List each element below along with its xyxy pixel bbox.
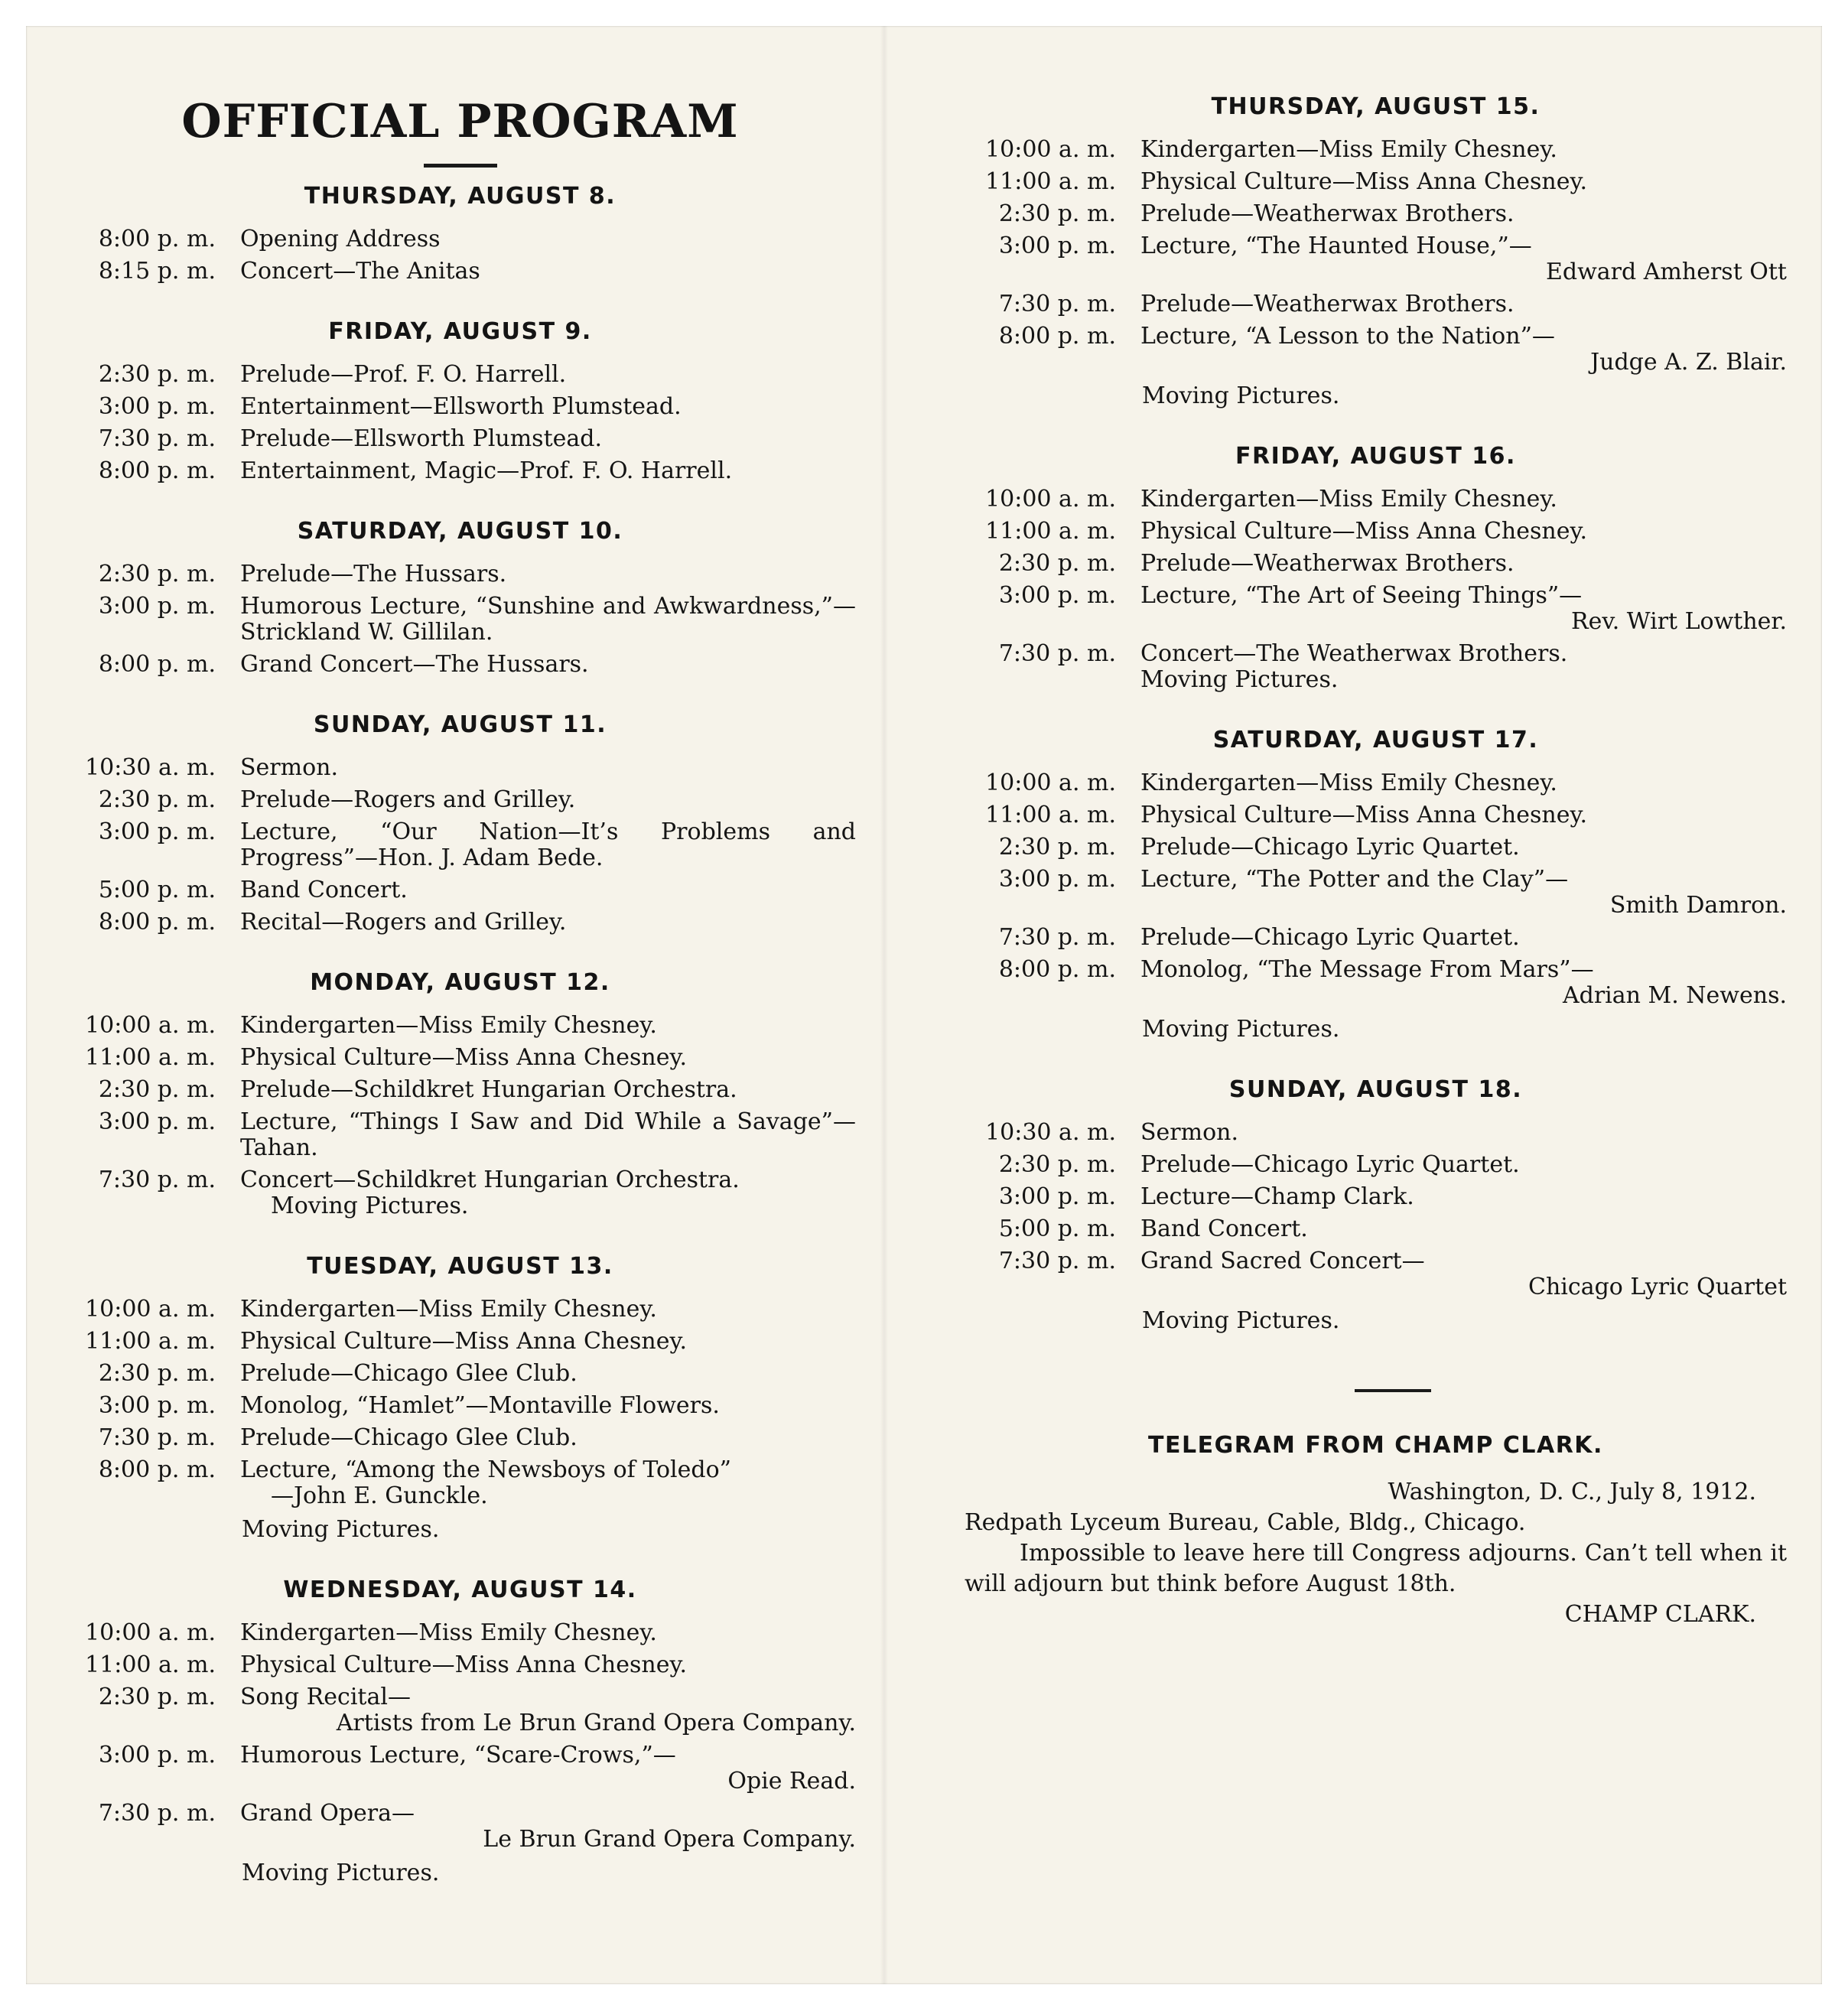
event-title: Concert—Schildkret Hungarian Orchestra. [240,1167,740,1193]
event-description [240,226,856,252]
day-heading: SUNDAY, AUGUST 18. [1228,1076,1523,1103]
event-description [1140,583,1787,635]
day-heading: FRIDAY, AUGUST 9. [328,318,592,345]
event-time: 2:30 p. m. [98,361,216,388]
event-presenter: Edward Amherst Ott [1546,259,1787,285]
event-title: Prelude—Weatherwax Brothers. [1140,200,1515,227]
day-heading: WEDNESDAY, AUGUST 14. [283,1577,637,1603]
event-description [240,362,856,388]
event-row [64,1684,856,1736]
event-title: Humorous Lecture, “Sunshine and Awkwardness,”—Strickland W. Gillilan. [240,593,856,646]
event-time: 8:00 p. m. [98,1456,216,1483]
event-description [1140,551,1787,577]
event-title: Prelude—Chicago Lyric Quartet. [1140,1151,1520,1178]
right-column [965,26,1787,1630]
event-continuation: Moving Pictures. [1140,666,1339,693]
event-time: 3:00 p. m. [98,818,216,845]
event-title: Physical Culture—Miss Anna Chesney. [1140,168,1587,195]
event-description [1140,1184,1787,1210]
event-time: 7:30 p. m. [98,425,216,452]
event-time: 3:00 p. m. [998,582,1116,609]
event-time: 8:00 p. m. [98,457,216,484]
event-title: Opening Address [240,226,441,252]
event-time: 2:30 p. m. [98,561,216,587]
event-row [64,1393,856,1419]
right-schedule [965,93,1787,1334]
event-description [240,1297,856,1323]
event-title: Prelude—Prof. F. O. Harrell. [240,361,567,388]
event-time: 2:30 p. m. [98,1684,216,1710]
event-title: Prelude—Chicago Lyric Quartet. [1140,924,1520,951]
event-row [64,394,856,420]
event-row [965,1184,1787,1210]
event-title: Prelude—Weatherwax Brothers. [1140,291,1515,317]
left-column [64,26,856,1886]
event-title: Entertainment—Ellsworth Plumstead. [240,393,682,420]
event-time: 8:00 p. m. [998,956,1116,983]
event-row [64,426,856,452]
event-row [965,1120,1787,1146]
event-row [64,1045,856,1071]
event-row [64,1297,856,1323]
event-title: Prelude—Schildkret Hungarian Orchestra. [240,1076,737,1103]
event-title: Kindergarten—Miss Emily Chesney. [240,1619,657,1646]
event-row [64,1361,856,1387]
title-rule [424,164,497,168]
event-title: Physical Culture—Miss Anna Chesney. [240,1651,687,1678]
event-row [965,201,1787,227]
event-row [64,755,856,781]
event-time: 10:30 a. m. [85,754,216,781]
event-row [965,770,1787,796]
event-description [1140,802,1787,828]
event-time: 11:00 a. m. [85,1044,216,1071]
event-description [1140,925,1787,951]
event-description [240,1045,856,1071]
event-row [965,137,1787,163]
event-description [240,910,856,936]
day-note: Moving Pictures. [242,1516,440,1543]
event-time: 3:00 p. m. [998,866,1116,893]
event-title: Band Concert. [240,877,408,903]
event-time: 8:00 p. m. [998,323,1116,350]
event-title: Prelude—Weatherwax Brothers. [1140,550,1515,577]
event-description [240,1361,856,1387]
event-row [64,787,856,813]
day-note: Moving Pictures. [1142,382,1340,409]
event-description [240,1684,856,1736]
event-description [1140,1152,1787,1178]
event-row [64,362,856,388]
event-description [240,1457,856,1509]
day-section [64,318,856,484]
event-description [240,1425,856,1451]
event-time: 2:30 p. m. [998,550,1116,577]
event-description [1140,324,1787,376]
event-time: 10:00 a. m. [985,770,1116,796]
event-row [965,519,1787,545]
event-time: 8:00 p. m. [98,651,216,678]
event-title: Lecture—Champ Clark. [1140,1183,1414,1210]
event-row [64,1620,856,1646]
event-time: 5:00 p. m. [98,877,216,903]
event-description [240,1801,856,1853]
event-time: 2:30 p. m. [998,200,1116,227]
event-title: Lecture, “Our Nation—It’s Problems and Progress”—Hon. J. Adam Bede. [240,818,856,871]
event-presenter: Smith Damron. [1609,892,1787,919]
event-row [965,324,1787,376]
event-time: 10:30 a. m. [985,1119,1116,1146]
event-time: 7:30 p. m. [98,1800,216,1827]
day-section [64,1253,856,1543]
event-time: 11:00 a. m. [985,518,1116,545]
event-description [240,1329,856,1355]
day-note: Moving Pictures. [242,1860,440,1886]
event-continuation: Moving Pictures. [271,1193,469,1219]
event-row [64,1652,856,1678]
event-time: 3:00 p. m. [98,393,216,420]
event-presenter: Le Brun Grand Opera Company. [483,1826,856,1853]
event-description [240,394,856,420]
event-row [965,1216,1787,1242]
telegram-title: TELEGRAM FROM CHAMP CLARK. [1148,1432,1603,1459]
event-description [1140,291,1787,317]
event-description [1140,957,1787,1009]
telegram-address: Redpath Lyceum Bureau, Cable, Bldg., Chicago. [965,1509,1526,1536]
event-presenter: Rev. Wirt Lowther. [1570,608,1787,635]
event-description [240,819,856,871]
event-row [64,1801,856,1853]
event-row [64,1329,856,1355]
event-title: Physical Culture—Miss Anna Chesney. [240,1328,687,1355]
event-description [240,1620,856,1646]
day-heading: THURSDAY, AUGUST 15. [1211,93,1541,120]
day-section [64,1577,856,1886]
event-description [1140,1248,1787,1300]
event-row [64,819,856,871]
event-row [965,291,1787,317]
event-time: 11:00 a. m. [985,802,1116,828]
event-presenter: Chicago Lyric Quartet [1528,1274,1787,1300]
event-description [1140,137,1787,163]
event-title: Sermon. [1140,1119,1239,1146]
event-row [64,1457,856,1509]
event-time: 7:30 p. m. [998,640,1116,667]
event-title: Grand Concert—The Hussars. [240,651,589,678]
telegram-dateline: Washington, D. C., July 8, 1912. [1388,1479,1756,1505]
event-time: 2:30 p. m. [998,834,1116,861]
event-row [64,1743,856,1795]
day-heading: SUNDAY, AUGUST 11. [313,711,607,738]
event-time: 2:30 p. m. [98,1360,216,1387]
day-section [64,711,856,936]
event-title: Kindergarten—Miss Emily Chesney. [1140,486,1557,513]
event-time: 7:30 p. m. [998,1248,1116,1274]
event-title: Prelude—Chicago Glee Club. [240,1360,578,1387]
event-time: 7:30 p. m. [98,1424,216,1451]
event-time: 3:00 p. m. [98,1742,216,1769]
event-time: 10:00 a. m. [85,1619,216,1646]
event-description [240,1652,856,1678]
event-time: 10:00 a. m. [85,1296,216,1323]
event-row [965,486,1787,513]
day-section [64,518,856,678]
event-title: Song Recital— [240,1684,411,1710]
event-title: Physical Culture—Miss Anna Chesney. [240,1044,687,1071]
event-time: 11:00 a. m. [985,168,1116,195]
event-row [64,1425,856,1451]
event-time: 7:30 p. m. [998,291,1116,317]
event-row [965,233,1787,285]
event-description [1140,1120,1787,1146]
event-title: Entertainment, Magic—Prof. F. O. Harrell. [240,457,733,484]
event-description [1140,1216,1787,1242]
event-time: 11:00 a. m. [85,1651,216,1678]
event-title: Band Concert. [1140,1215,1308,1242]
event-time: 11:00 a. m. [85,1328,216,1355]
event-row [965,835,1787,861]
event-title: Concert—The Weatherwax Brothers. [1140,640,1568,667]
event-title: Monolog, “Hamlet”—Montaville Flowers. [240,1392,720,1419]
event-presenter: Adrian M. Newens. [1562,982,1787,1009]
event-description [1140,201,1787,227]
event-title: Monolog, “The Message From Mars”— [1140,956,1594,983]
day-heading: SATURDAY, AUGUST 10. [297,518,623,545]
event-title: Sermon. [240,754,339,781]
day-heading: MONDAY, AUGUST 12. [310,969,610,996]
day-heading: FRIDAY, AUGUST 16. [1235,443,1516,470]
event-time: 10:00 a. m. [85,1012,216,1039]
event-presenter: Judge A. Z. Blair. [1590,349,1787,376]
event-title: Kindergarten—Miss Emily Chesney. [240,1296,657,1323]
event-time: 2:30 p. m. [98,1076,216,1103]
event-title: Humorous Lecture, “Scare-Crows,”— [240,1742,676,1769]
event-title: Lecture, “The Potter and the Clay”— [1140,866,1569,893]
page-title: OFFICIAL PROGRAM [181,95,739,148]
event-time: 8:15 p. m. [98,258,216,285]
event-description [240,561,856,587]
event-time: 3:00 p. m. [998,1183,1116,1210]
telegram [965,1432,1787,1630]
event-row [64,259,856,285]
page-fold [880,26,888,1984]
event-title: Lecture, “The Art of Seeing Things”— [1140,582,1583,609]
event-title: Prelude—Chicago Lyric Quartet. [1140,834,1520,861]
day-section [965,1076,1787,1334]
event-time: 8:00 p. m. [98,226,216,252]
event-title: Prelude—Rogers and Grilley. [240,786,576,813]
event-description [240,1167,856,1219]
event-row [64,1167,856,1219]
event-row [64,561,856,587]
telegram-body: Impossible to leave here till Congress adjourns. Can’t tell when it will adjourn but think before August 18th. [965,1540,1787,1597]
event-description [240,259,856,285]
telegram-signature: CHAMP CLARK. [1564,1601,1756,1628]
event-description [240,1013,856,1039]
program-sheet [26,26,1822,1984]
telegram-rule [1355,1389,1431,1392]
event-time: 7:30 p. m. [998,924,1116,951]
event-description [240,1393,856,1419]
event-description [240,1109,856,1161]
event-time: 2:30 p. m. [98,786,216,813]
event-description [240,787,856,813]
event-row [965,867,1787,919]
event-time: 3:00 p. m. [98,1392,216,1419]
event-description [240,755,856,781]
event-description [1140,835,1787,861]
event-time: 10:00 a. m. [985,486,1116,513]
day-section [965,93,1787,409]
event-time: 3:00 p. m. [98,593,216,620]
event-description [1140,486,1787,513]
event-row [965,551,1787,577]
event-description [240,426,856,452]
event-row [64,910,856,936]
event-presenter: Artists from Le Brun Grand Opera Company. [336,1710,856,1736]
event-title: Physical Culture—Miss Anna Chesney. [1140,518,1587,545]
event-description [240,1743,856,1795]
event-row [965,641,1787,693]
event-description [1140,169,1787,195]
event-time: 7:30 p. m. [98,1167,216,1193]
event-title: Lecture, “Among the Newsboys of Toledo” [240,1456,732,1483]
left-schedule [64,183,856,1886]
event-row [965,802,1787,828]
event-time: 2:30 p. m. [998,1151,1116,1178]
event-description [1140,519,1787,545]
day-section [64,183,856,285]
event-title: Lecture, “Things I Saw and Did While a Savage”—Tahan. [240,1108,856,1161]
event-time: 5:00 p. m. [998,1215,1116,1242]
event-row [64,1013,856,1039]
event-time: 10:00 a. m. [985,136,1116,163]
event-description [1140,233,1787,285]
event-row [64,226,856,252]
day-heading: TUESDAY, AUGUST 13. [307,1253,613,1280]
event-title: Recital—Rogers and Grilley. [240,909,567,936]
event-row [64,877,856,903]
event-row [965,583,1787,635]
event-description [240,1077,856,1103]
event-description [240,594,856,646]
event-row [965,1248,1787,1300]
day-note: Moving Pictures. [1142,1307,1340,1334]
event-row [64,652,856,678]
event-row [965,169,1787,195]
event-description [1140,770,1787,796]
event-title: Grand Opera— [240,1800,415,1827]
event-title: Prelude—The Hussars. [240,561,507,587]
event-title: Kindergarten—Miss Emily Chesney. [1140,136,1557,163]
event-description [240,877,856,903]
event-title: Prelude—Chicago Glee Club. [240,1424,578,1451]
event-description [240,458,856,484]
day-section [64,969,856,1219]
event-description [240,652,856,678]
event-time: 3:00 p. m. [98,1108,216,1135]
event-row [64,594,856,646]
event-title: Lecture, “The Haunted House,”— [1140,233,1532,259]
event-row [64,1109,856,1161]
event-time: 8:00 p. m. [98,909,216,936]
event-title: Lecture, “A Lesson to the Nation”— [1140,323,1555,350]
day-section [965,727,1787,1043]
event-row [64,458,856,484]
event-title: Concert—The Anitas [240,258,480,285]
event-row [965,925,1787,951]
event-presenter: Opie Read. [727,1768,856,1795]
event-description [1140,641,1787,693]
event-time: 3:00 p. m. [998,233,1116,259]
event-description [1140,867,1787,919]
event-title: Prelude—Ellsworth Plumstead. [240,425,603,452]
event-continuation: —John E. Gunckle. [271,1482,488,1509]
day-section [965,443,1787,693]
day-heading: SATURDAY, AUGUST 17. [1212,727,1539,753]
event-title: Kindergarten—Miss Emily Chesney. [240,1012,657,1039]
day-heading: THURSDAY, AUGUST 8. [304,183,617,210]
event-row [965,957,1787,1009]
day-note: Moving Pictures. [1142,1016,1340,1043]
event-title: Kindergarten—Miss Emily Chesney. [1140,770,1557,796]
event-title: Physical Culture—Miss Anna Chesney. [1140,802,1587,828]
event-row [64,1077,856,1103]
event-title: Grand Sacred Concert— [1140,1248,1425,1274]
event-row [965,1152,1787,1178]
